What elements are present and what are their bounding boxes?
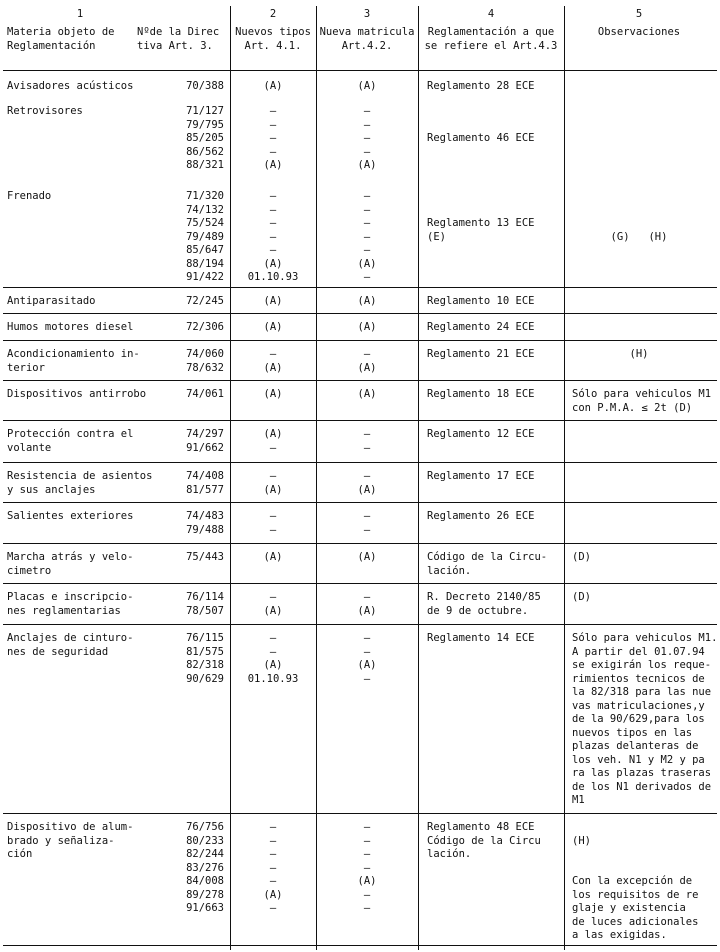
cell-obs: (H) [629,348,649,360]
cell-materia: Humos motores diesel [7,321,134,333]
cell-nuevos: – – [269,510,277,536]
cell-regl: Reglamento 24 ECE [427,321,535,333]
cell-obs: (D) [572,591,591,603]
cell-materia: Placas e inscripcio- nes reglamentarias [7,591,134,617]
cell-obs: (G) (H) [610,230,668,243]
cell-regl: Reglamento 18 ECE [427,388,535,400]
row-divider [3,313,717,314]
cell-materia: Marcha atrás y velo- cimetro [7,551,134,577]
cell-dir: 76/114 78/507 [186,591,224,617]
cell-dir: 74/060 78/632 [186,348,224,374]
cell-matricula: (A) [357,388,377,400]
cell-obs: (D) [572,551,591,563]
cell-dir: 74/483 79/488 [186,510,224,536]
cell-materia: Frenado [7,190,52,202]
row-divider [3,945,717,946]
row-divider [3,583,717,584]
cell-nuevos: – – (A) 01.10.93 [247,632,299,685]
cell-matricula: – – [363,510,371,536]
cell-nuevos: – – – – (A) [263,105,283,171]
cell-matricula: – – – – (A) – – [357,821,377,914]
cell-nuevos: – (A) [263,470,283,496]
cell-nuevos: (A) [263,80,283,92]
cell-dir: 72/245 [186,295,224,307]
cell-dir: 74/061 [186,388,224,400]
cell-dir: 74/408 81/577 [186,470,224,496]
header-directiva: Nºde la Direc tiva Art. 3. [137,26,220,52]
cell-matricula: – – [363,428,371,454]
header-bottom-rule [3,70,717,71]
cell-materia: Avisadores acústicos [7,80,134,92]
cell-matricula: (A) [357,80,377,92]
cell-regl: Reglamento 14 ECE [427,632,535,644]
cell-obs: (H) Con la excepción de los requisitos de re glaje y existencia de luces adicionales a las exigidas. [572,834,699,941]
row-divider [3,340,717,341]
cell-dir: 72/306 [186,321,224,333]
cell-dir: 71/127 79/795 85/205 86/562 88/321 [186,105,224,171]
row-divider [3,462,717,463]
cell-regl: Reglamento 28 ECE [427,80,535,92]
col-num-3: 3 [363,8,371,20]
cell-dir: 75/443 [186,551,224,563]
cell-matricula: – (A) [357,470,377,496]
header-nueva-matricula: Nueva matricula Art.4.2. [319,26,415,52]
col-divider-4 [418,6,419,950]
cell-dir: 76/756 80/233 82/244 83/276 84/008 89/278 91/663 [186,821,224,914]
row-divider [3,624,717,625]
cell-regl: Reglamento 21 ECE [427,348,535,360]
col-divider-5 [564,6,565,950]
cell-obs: Sólo para vehiculos M1. A partir del 01.07.94 se exigirán los reque- rimientos tecnicos de la 82/318 para las nue vas matriculaciones,y de la 90/629,para los nuevos tipos en las plazas delanteras de los veh. N1 y M2 y pa ra las plazas traseras de los N1 derivados de M1 [572,632,718,806]
header-observaciones: Observaciones [597,26,681,38]
cell-materia: Resistencia de asientos y sus anclajes [7,470,153,496]
row-divider [3,380,717,381]
cell-regl: R. Decreto 2140/85 de 9 de octubre. [427,591,541,617]
cell-nuevos: – (A) [263,348,283,374]
cell-dir: 76/115 81/575 82/318 90/629 [186,632,224,685]
cell-materia: Retrovisores [7,105,83,117]
cell-regl: Reglamento 46 ECE [427,132,535,144]
cell-matricula: – (A) [357,348,377,374]
row-divider [3,502,717,503]
cell-nuevos: (A) [263,388,283,400]
cell-regl: Reglamento 48 ECE Código de la Circu lación. [427,821,541,860]
cell-materia: Acondicionamiento in- terior [7,348,140,374]
cell-regl: Reglamento 13 ECE (E) [427,217,535,243]
header-nuevos-tipos: Nuevos tipos Art. 4.1. [235,26,311,52]
cell-matricula: – – (A) – [357,632,377,685]
col-num-4: 4 [487,8,495,20]
cell-matricula: (A) [357,295,377,307]
cell-regl: Reglamento 17 ECE [427,470,535,482]
col-num-1: 1 [76,8,84,20]
header-reglamentacion: Reglamentación a que se refiere el Art.4.3 [424,26,558,52]
cell-matricula: – – – – – (A) – [357,190,377,283]
row-divider [3,543,717,544]
cell-dir: 71/320 74/132 75/524 79/489 85/647 88/194 91/422 [186,190,224,283]
cell-nuevos: – (A) [263,591,283,617]
cell-nuevos: (A) [263,295,283,307]
col-num-2: 2 [269,8,277,20]
cell-nuevos: (A) – [263,428,283,454]
cell-regl: Reglamento 10 ECE [427,295,535,307]
cell-matricula: (A) [357,551,377,563]
cell-matricula: – – – – (A) [357,105,377,171]
cell-matricula: – (A) [357,591,377,617]
row-divider [3,287,717,288]
cell-dir: 70/388 [186,80,224,92]
cell-nuevos: – – – – – (A) 01.10.93 [247,190,299,283]
cell-obs: Sólo para vehiculos M1 con P.M.A. ≤ 2t (D) [572,388,712,414]
cell-regl: Reglamento 12 ECE [427,428,535,440]
col-num-5: 5 [635,8,643,20]
cell-nuevos: – – – – – (A) – [263,821,283,914]
row-divider [3,813,717,814]
cell-regl: Código de la Circu- lación. [427,551,548,577]
cell-materia: Protección contra el volante [7,428,134,454]
header-materia: Materia objeto de Reglamentación [7,26,115,52]
cell-nuevos: (A) [263,551,283,563]
cell-materia: Anclajes de cinturo- nes de seguridad [7,632,134,658]
cell-materia: Salientes exteriores [7,510,134,522]
cell-nuevos: (A) [263,321,283,333]
cell-materia: Dispositivo de alum- brado y señaliza- ción [7,821,134,860]
cell-materia: Dispositivos antirrobo [7,388,147,400]
cell-matricula: (A) [357,321,377,333]
row-divider [3,420,717,421]
cell-materia: Antiparasitado [7,295,96,307]
cell-regl: Reglamento 26 ECE [427,510,535,522]
cell-dir: 74/297 91/662 [186,428,224,454]
